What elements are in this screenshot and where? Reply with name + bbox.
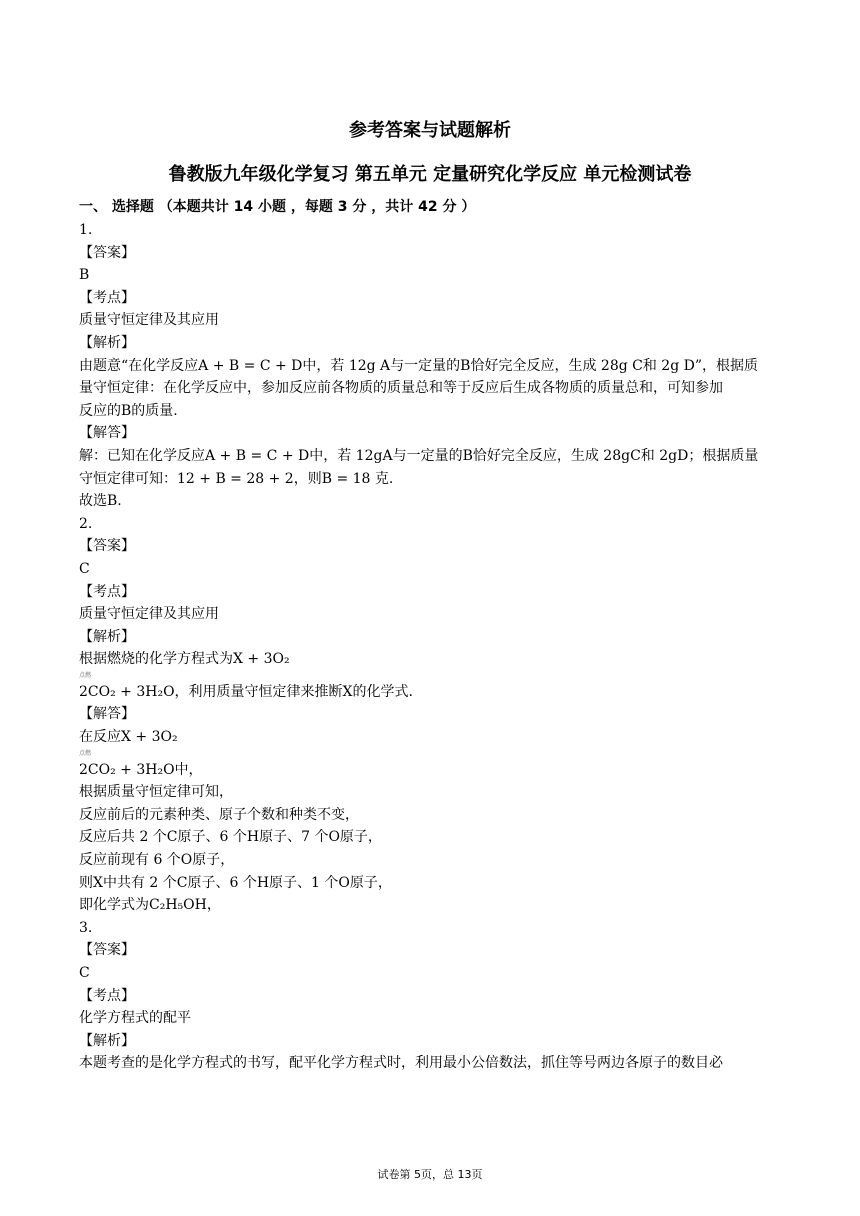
reaction-condition: 点燃 (79, 671, 92, 679)
analysis-text: 量守恒定律：在化学反应中，参加反应前各物质的质量总和等于反应后生成各物质的质量总和，可知参加 (79, 380, 723, 397)
solution-text: 即化学式为C₂H₅OH， (79, 897, 221, 914)
solution-label: 【解答】 (79, 425, 135, 442)
equation-line: 在反应X + 3O₂ (79, 729, 178, 746)
kaodian-text: 化学方程式的配平 (79, 1010, 191, 1027)
question-number: 2. (79, 515, 93, 532)
answer-value: C (79, 560, 90, 577)
analysis-label: 【解析】 (79, 1032, 135, 1049)
equation-line: 根据燃烧的化学方程式为X + 3O₂ (79, 651, 290, 668)
section-heading: 一、 选择题 （本题共计 14 小题 ，每题 3 分 ，共计 42 分 ） (79, 199, 476, 215)
kaodian-label: 【考点】 (79, 987, 135, 1004)
analysis-label: 【解析】 (79, 628, 135, 645)
answer-label: 【答案】 (79, 538, 135, 555)
answer-value: C (79, 965, 90, 981)
question-number: 3. (79, 919, 93, 936)
solution-text: 反应前现有 6 个O原子， (79, 852, 235, 869)
kaodian-text: 质量守恒定律及其应用 (79, 606, 219, 623)
answer-label: 【答案】 (79, 244, 135, 261)
reaction-condition: 点燃 (79, 749, 92, 757)
solution-text: 则X中共有 2 个C原子、6 个H原子、1 个O原子， (79, 874, 392, 891)
equation-line: 2CO₂ + 3H₂O中， (79, 761, 203, 778)
solution-label: 【解答】 (79, 706, 135, 723)
solution-text: 反应前后的元素种类、原子个数和种类不变， (79, 806, 359, 823)
page-subtitle: 鲁教版九年级化学复习 第五单元 定量研究化学反应 单元检测试卷 (168, 164, 692, 185)
kaodian-label: 【考点】 (79, 289, 135, 306)
kaodian-text: 质量守恒定律及其应用 (79, 312, 219, 329)
solution-text: 故选B. (79, 493, 122, 510)
solution-text: 反应后共 2 个C原子、6 个H原子、7 个O原子， (79, 829, 382, 846)
analysis-text: 本题考查的是化学方程式的书写，配平化学方程式时，利用最小公倍数法，抓住等号两边各原子的数目必 (79, 1055, 723, 1072)
solution-text: 解：已知在化学反应A + B = C + D中，若 12gA与一定量的B恰好完全反应，生成 28gC和 2gD；根据质量 (79, 447, 759, 464)
solution-text: 根据质量守恒定律可知， (79, 784, 233, 801)
answer-body (79, 219, 783, 1075)
analysis-text: 由题意“在化学反应A + B = C + D中，若 12g A与一定量的B恰好完全反应，生成 28g C和 2g D”，根据质 (79, 357, 758, 374)
page-title: 参考答案与试题解析 (349, 120, 511, 141)
solution-text: 守恒定律可知：12 + B = 28 + 2，则B = 18 克. (79, 470, 394, 487)
kaodian-label: 【考点】 (79, 583, 135, 600)
page-footer: 试卷第 5页，总 13页 (377, 1168, 483, 1181)
question-number: 1. (79, 222, 93, 238)
answer-value: B (79, 267, 90, 284)
answer-label: 【答案】 (79, 942, 135, 959)
analysis-text: 反应的B的质量. (79, 402, 178, 419)
equation-line: 2CO₂ + 3H₂O，利用质量守恒定律来推断X的化学式. (79, 683, 413, 700)
analysis-label: 【解析】 (79, 334, 135, 351)
